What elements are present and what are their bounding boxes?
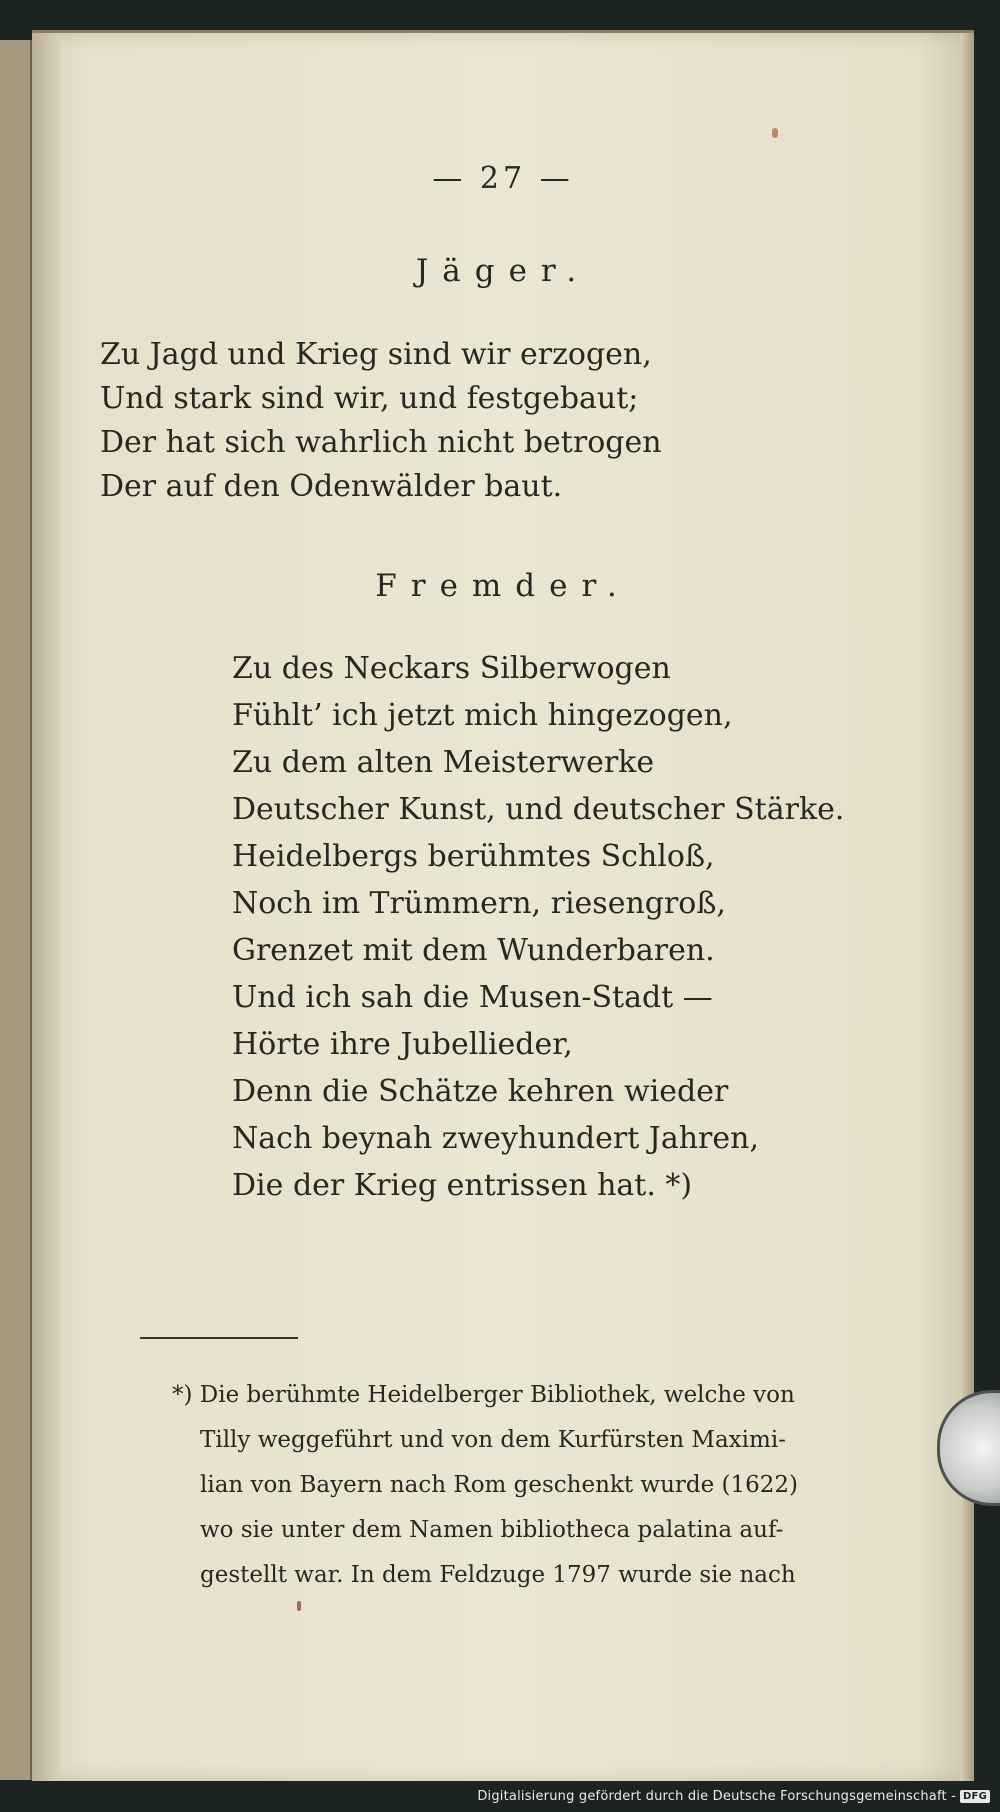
speaker-heading-jaeger: Jäger. bbox=[415, 253, 591, 289]
book-page bbox=[32, 30, 974, 1781]
page-edge bbox=[960, 33, 974, 1781]
poem-line: Deutscher Kunst, und deutscher Stärke. bbox=[232, 792, 845, 827]
digitization-credit bbox=[477, 1789, 990, 1804]
poem-line: Fühlt’ ich jetzt mich hingezogen, bbox=[232, 698, 733, 733]
dfg-logo: DFG bbox=[960, 1790, 990, 1803]
poem-line: Der hat sich wahrlich nicht betrogen bbox=[100, 425, 662, 460]
page-number: — 27 — bbox=[432, 161, 574, 196]
ink-stain bbox=[772, 128, 778, 138]
poem-line: Heidelbergs berühmtes Schloß, bbox=[232, 839, 715, 874]
page-gutter bbox=[32, 33, 60, 1781]
poem-line: Nach beynah zweyhundert Jahren, bbox=[232, 1121, 759, 1156]
poem-line: Zu dem alten Meisterwerke bbox=[232, 745, 655, 780]
poem-line: Denn die Schätze kehren wieder bbox=[232, 1074, 729, 1109]
book-back-cover bbox=[0, 40, 32, 1780]
poem-line: Und ich sah die Musen-Stadt — bbox=[232, 980, 713, 1015]
footnote bbox=[172, 1373, 932, 1598]
poem-line: Noch im Trümmern, riesengroß, bbox=[232, 886, 726, 921]
footnote-line: wo sie unter dem Namen bibliotheca palatina auf- bbox=[200, 1517, 784, 1543]
footnote-line: Tilly weggeführt und von dem Kurfürsten Maximi- bbox=[200, 1427, 786, 1453]
poem-line: Die der Krieg entrissen hat. *) bbox=[232, 1168, 693, 1203]
poem-stanza-jaeger bbox=[100, 333, 662, 509]
ink-stain bbox=[297, 1601, 301, 1611]
poem-line: Hörte ihre Jubellieder, bbox=[232, 1027, 573, 1062]
credit-text: Digitalisierung gefördert durch die Deutsche Forschungsgemeinschaft - bbox=[477, 1789, 957, 1804]
poem-stanza-fremder bbox=[232, 645, 844, 1209]
poem-line: Der auf den Odenwälder baut. bbox=[100, 469, 563, 504]
poem-line: Und stark sind wir, und festgebaut; bbox=[100, 381, 639, 416]
footnote-separator bbox=[140, 1337, 298, 1339]
poem-line: Grenzet mit dem Wunderbaren. bbox=[232, 933, 715, 968]
speaker-heading-fremder: Fremder. bbox=[375, 568, 631, 604]
footnote-line: lian von Bayern nach Rom geschenkt wurde (1622) bbox=[200, 1472, 799, 1498]
poem-line: Zu Jagd und Krieg sind wir erzogen, bbox=[100, 337, 652, 372]
footnote-line: gestellt war. In dem Feldzuge 1797 wurde sie nach bbox=[200, 1562, 796, 1588]
poem-line: Zu des Neckars Silberwogen bbox=[232, 651, 671, 686]
footnote-line: *) Die berühmte Heidelberger Bibliothek, welche von bbox=[172, 1382, 795, 1408]
